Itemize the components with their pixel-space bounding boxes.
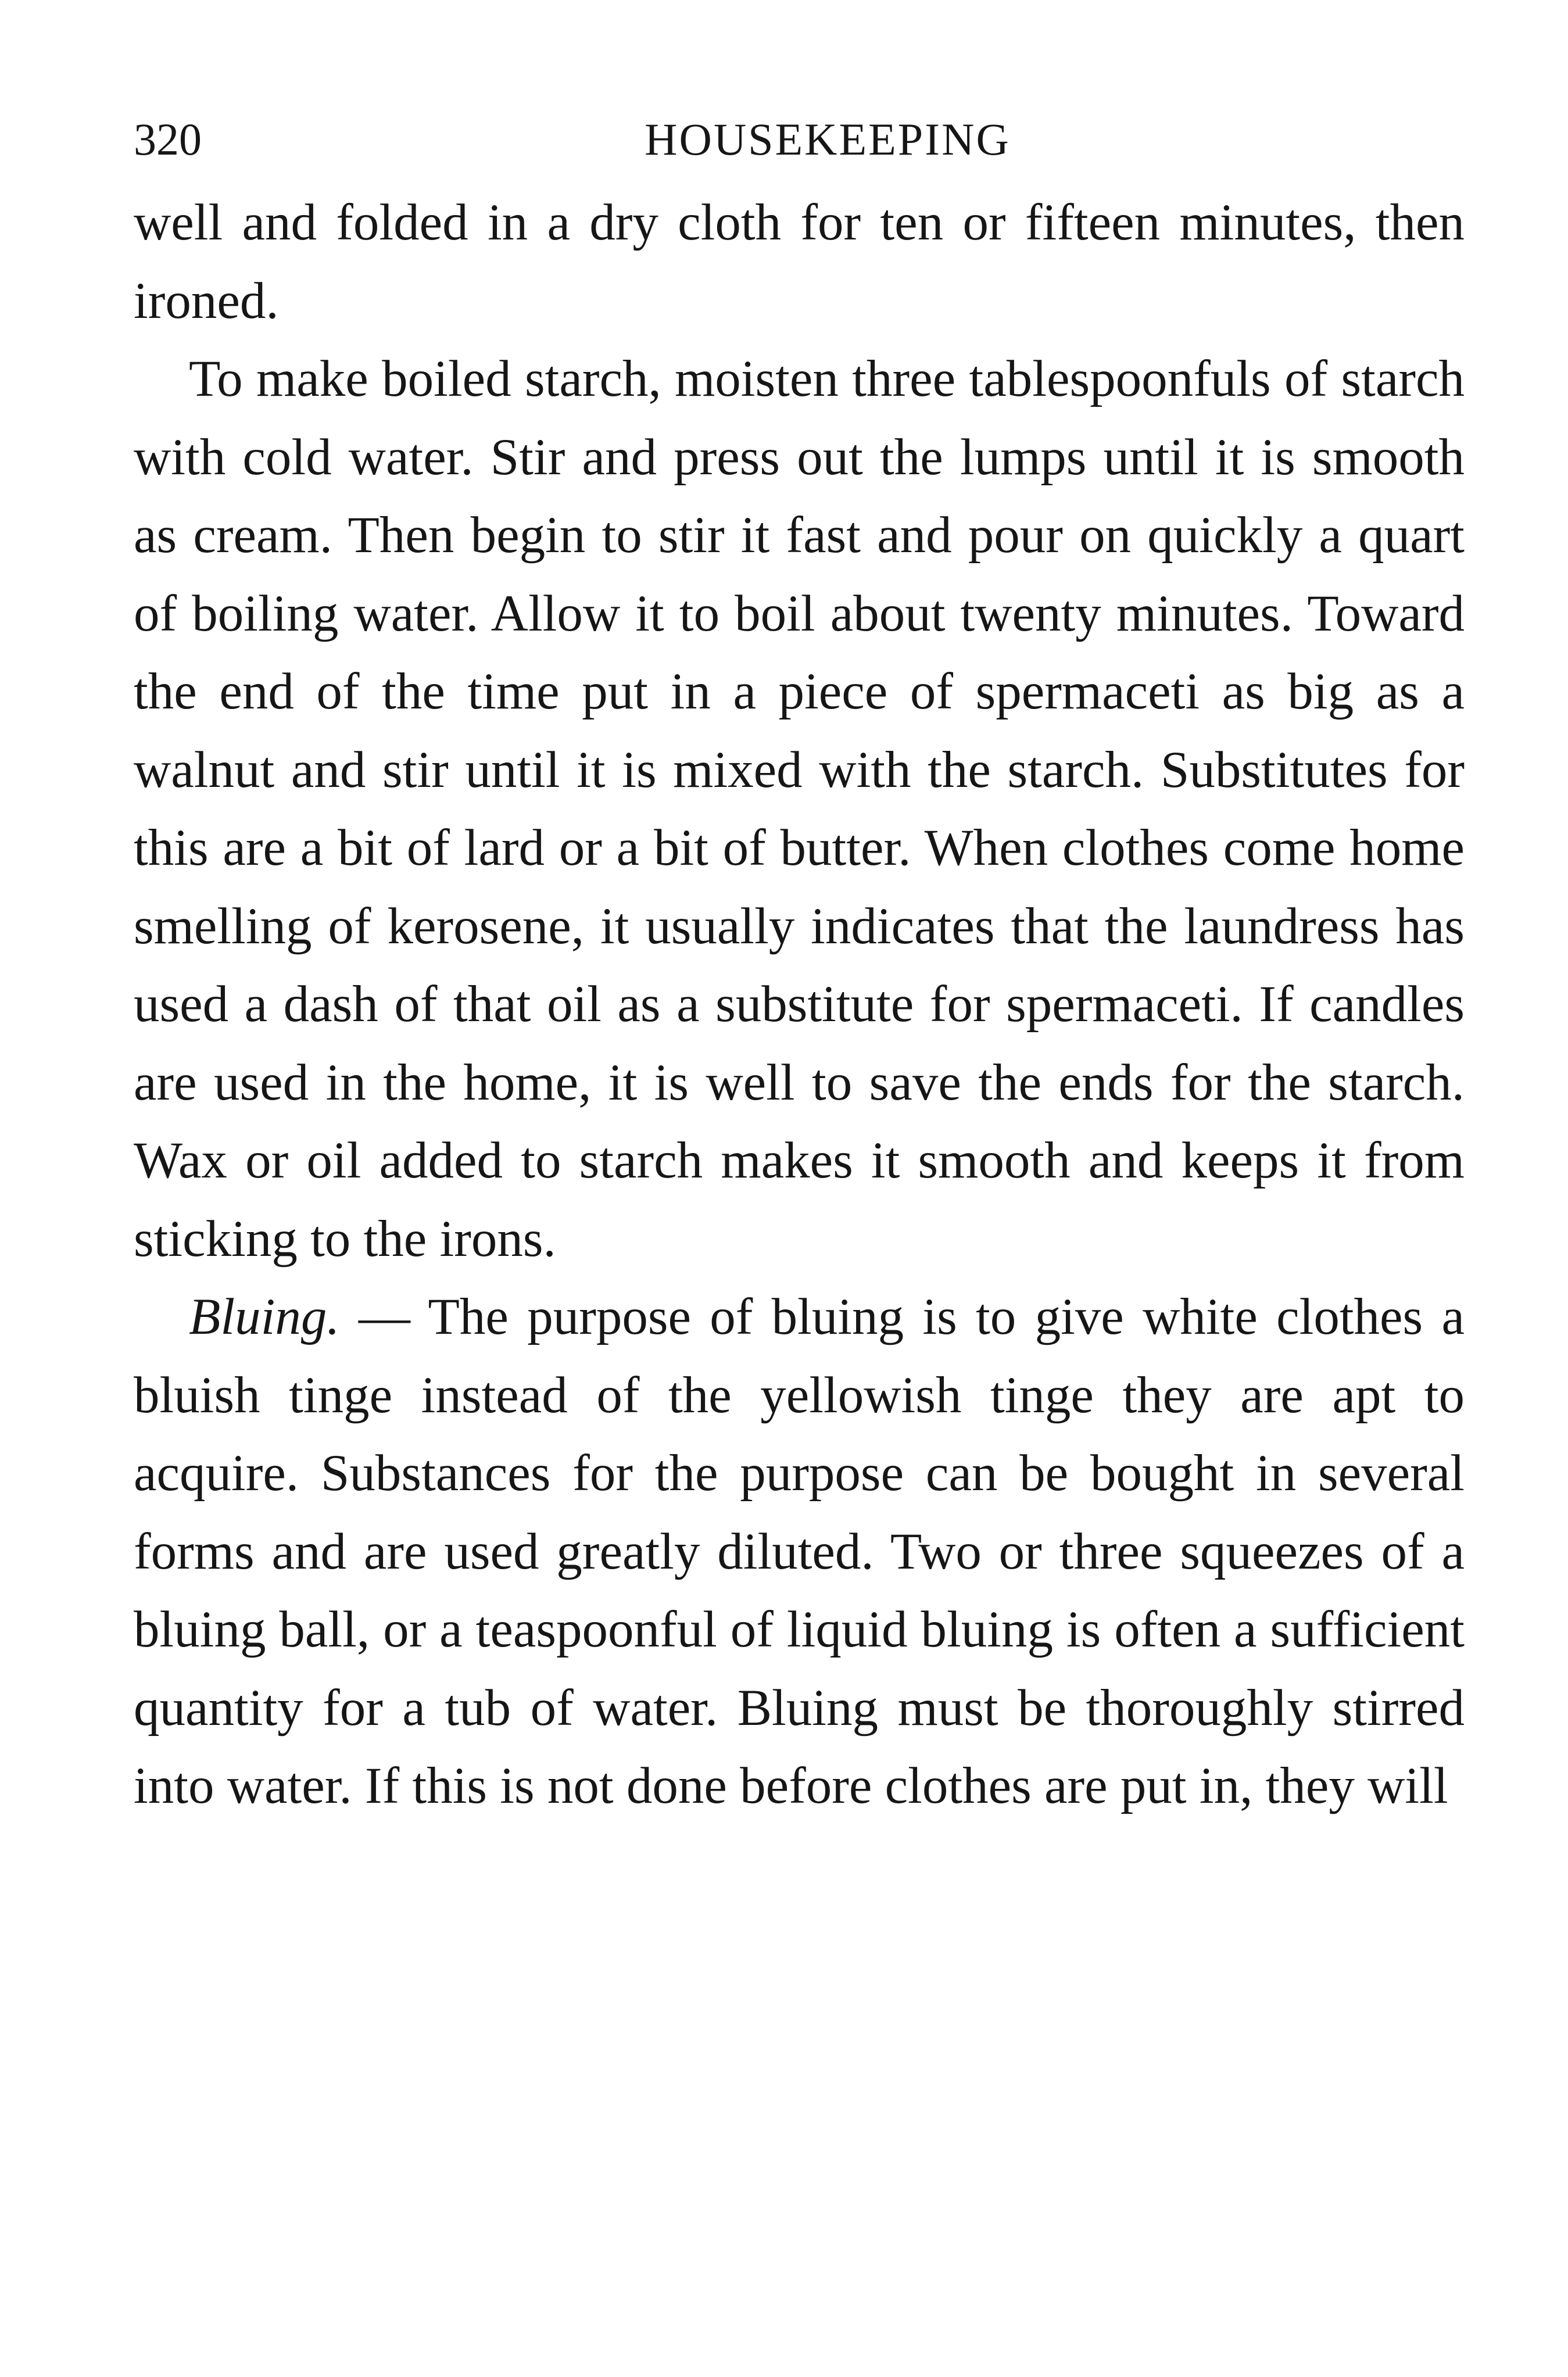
running-head [134, 99, 1452, 180]
paragraph-boiled-starch: To make boiled starch, moisten three tablespoonfuls of starch with cold water. Stir and press out the lumps until it is smooth as cream. Then begin to stir it fast and pour on quickly a quart of boiling water. Allow it to boil about twenty minutes. Toward the end of the time put in a piece of spermaceti as big as a walnut and stir until it is mixed with the starch. Substitutes for this are a bit of lard or a bit of butter. When clothes come home smelling of kerosene, it usually indicates that the laundress has used a dash of that oil as a substitute for spermaceti. If candles are used in the home, it is well to save the ends for the starch. Wax or oil added to starch makes it smooth and keeps it from sticking to the irons. [134, 350, 1465, 1268]
run-in-heading: Bluing. [189, 1288, 340, 1345]
em-dash: — [339, 1288, 428, 1345]
paragraph-bluing [134, 1278, 1465, 1825]
running-title: HOUSEKEEPING [645, 114, 1011, 164]
paragraph-continuation: well and folded in a dry cloth for ten or fifteen minutes, then ironed. [134, 194, 1465, 330]
page-number: 320 [134, 114, 202, 164]
body-text [134, 184, 1465, 1825]
paragraph-bluing-text: The purpose of bluing is to give white clothes a bluish tinge instead of the yellowish tinge they are apt to acquire. Substances for the purpose can be bought in several forms and are used greatly diluted. Two or three squeezes of a bluing ball, or a teaspoonful of liquid bluing is often a sufficient quantity for a tub of water. Bluing must be thoroughly stirred into water. If this is not done before clothes are put in, they will [134, 1288, 1465, 1814]
